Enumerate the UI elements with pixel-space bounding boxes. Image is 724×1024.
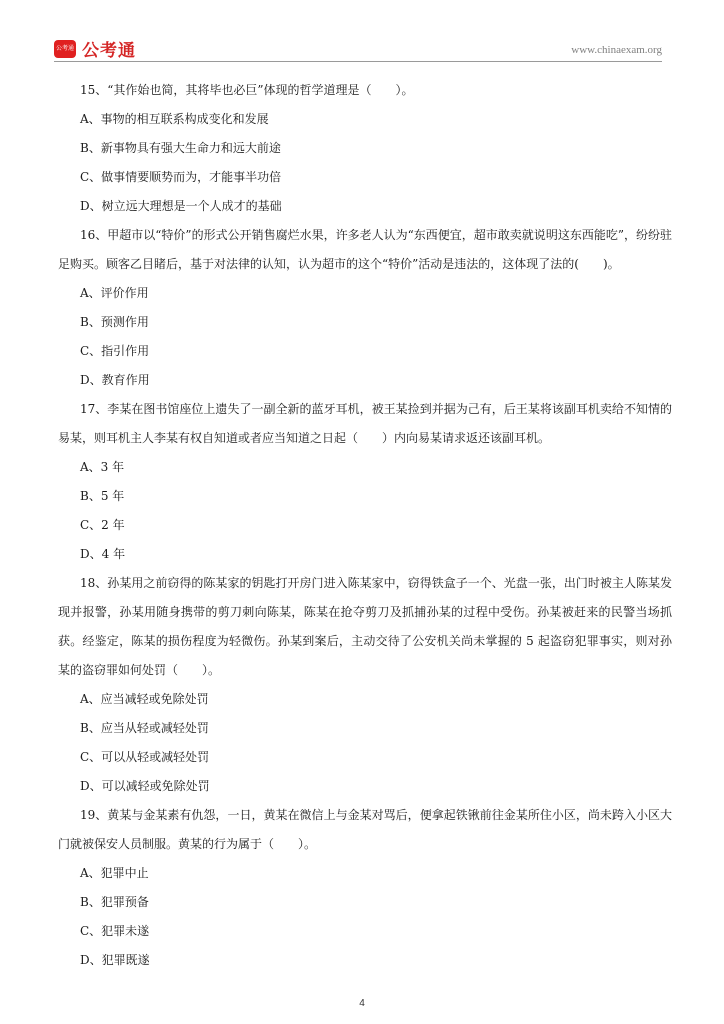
option-d: D、犯罪既遂: [80, 953, 150, 967]
question-list: [58, 76, 672, 975]
logo: [54, 36, 136, 61]
question-19: [58, 801, 672, 975]
question-stem: 15、“其作始也简，其将毕也必巨”体现的哲学道理是（ ）。: [80, 83, 414, 97]
question-18: [58, 569, 672, 801]
option-d: D、4 年: [80, 547, 126, 561]
option-c: C、指引作用: [80, 344, 150, 358]
page-number: 4: [359, 998, 365, 1009]
page-header: [54, 32, 662, 62]
option-a: A、3 年: [80, 460, 125, 474]
option-b: B、新事物具有强大生命力和远大前途: [80, 141, 281, 155]
option-a: A、犯罪中止: [80, 866, 149, 880]
option-c: C、2 年: [80, 518, 125, 532]
question-stem: 19、黄某与金某素有仇怨，一日，黄某在微信上与金某对骂后，便拿起铁锹前往金某所住小区，尚未跨入小区大门就被保安人员制服。黄某的行为属于（ ）。: [58, 808, 672, 851]
option-d: D、教育作用: [80, 373, 150, 387]
question-17: [58, 395, 672, 569]
option-b: B、应当从轻或减轻处罚: [80, 721, 209, 735]
option-c: C、可以从轻或减轻处罚: [80, 750, 210, 764]
question-16: [58, 221, 672, 395]
option-b: B、预测作用: [80, 315, 149, 329]
question-stem: 17、李某在图书馆座位上遗失了一副全新的蓝牙耳机，被王某捡到并据为己有，后王某将该副耳机卖给不知情的易某，则耳机主人李某有权自知道或者应当知道之日起（ ）内向易某请求返还该副耳机。: [58, 402, 672, 445]
logo-text: 公考通: [82, 41, 136, 61]
question-stem: 16、甲超市以“特价”的形式公开销售腐烂水果，许多老人认为“东西便宜，超市敢卖就说明这东西能吃”，纷纷驻足购买。顾客乙目睹后，基于对法律的认知，认为超市的这个“特价”活动是违法的，这体现了法的( )。: [58, 228, 672, 271]
option-b: B、犯罪预备: [80, 895, 149, 909]
option-c: C、犯罪未遂: [80, 924, 150, 938]
option-a: A、评价作用: [80, 286, 149, 300]
option-a: A、事物的相互联系构成变化和发展: [80, 112, 269, 126]
site-url: www.chinaexam.org: [571, 44, 662, 56]
logo-badge: 公考通: [54, 40, 76, 58]
option-b: B、5 年: [80, 489, 125, 503]
question-stem: 18、孙某用之前窃得的陈某家的钥匙打开房门进入陈某家中，窃得铁盒子一个、光盘一张，出门时被主人陈某发现并报警，孙某用随身携带的剪刀刺向陈某，陈某在抢夺剪刀及抓捕孙某的过程中受伤。孙某被赶来的民警当场抓获。经鉴定，陈某的损伤程度为轻微伤。孙某到案后，主动交待了公安机关尚未掌握的 5 起盗窃犯罪事实，则对孙某的盗窃罪如何处罚（ ）。: [58, 576, 672, 677]
question-15: [58, 76, 672, 221]
option-c: C、做事情要顺势而为，才能事半功倍: [80, 170, 282, 184]
option-a: A、应当减轻或免除处罚: [80, 692, 209, 706]
option-d: D、可以减轻或免除处罚: [80, 779, 210, 793]
header-divider: [54, 61, 662, 62]
option-d: D、树立远大理想是一个人成才的基础: [80, 199, 282, 213]
